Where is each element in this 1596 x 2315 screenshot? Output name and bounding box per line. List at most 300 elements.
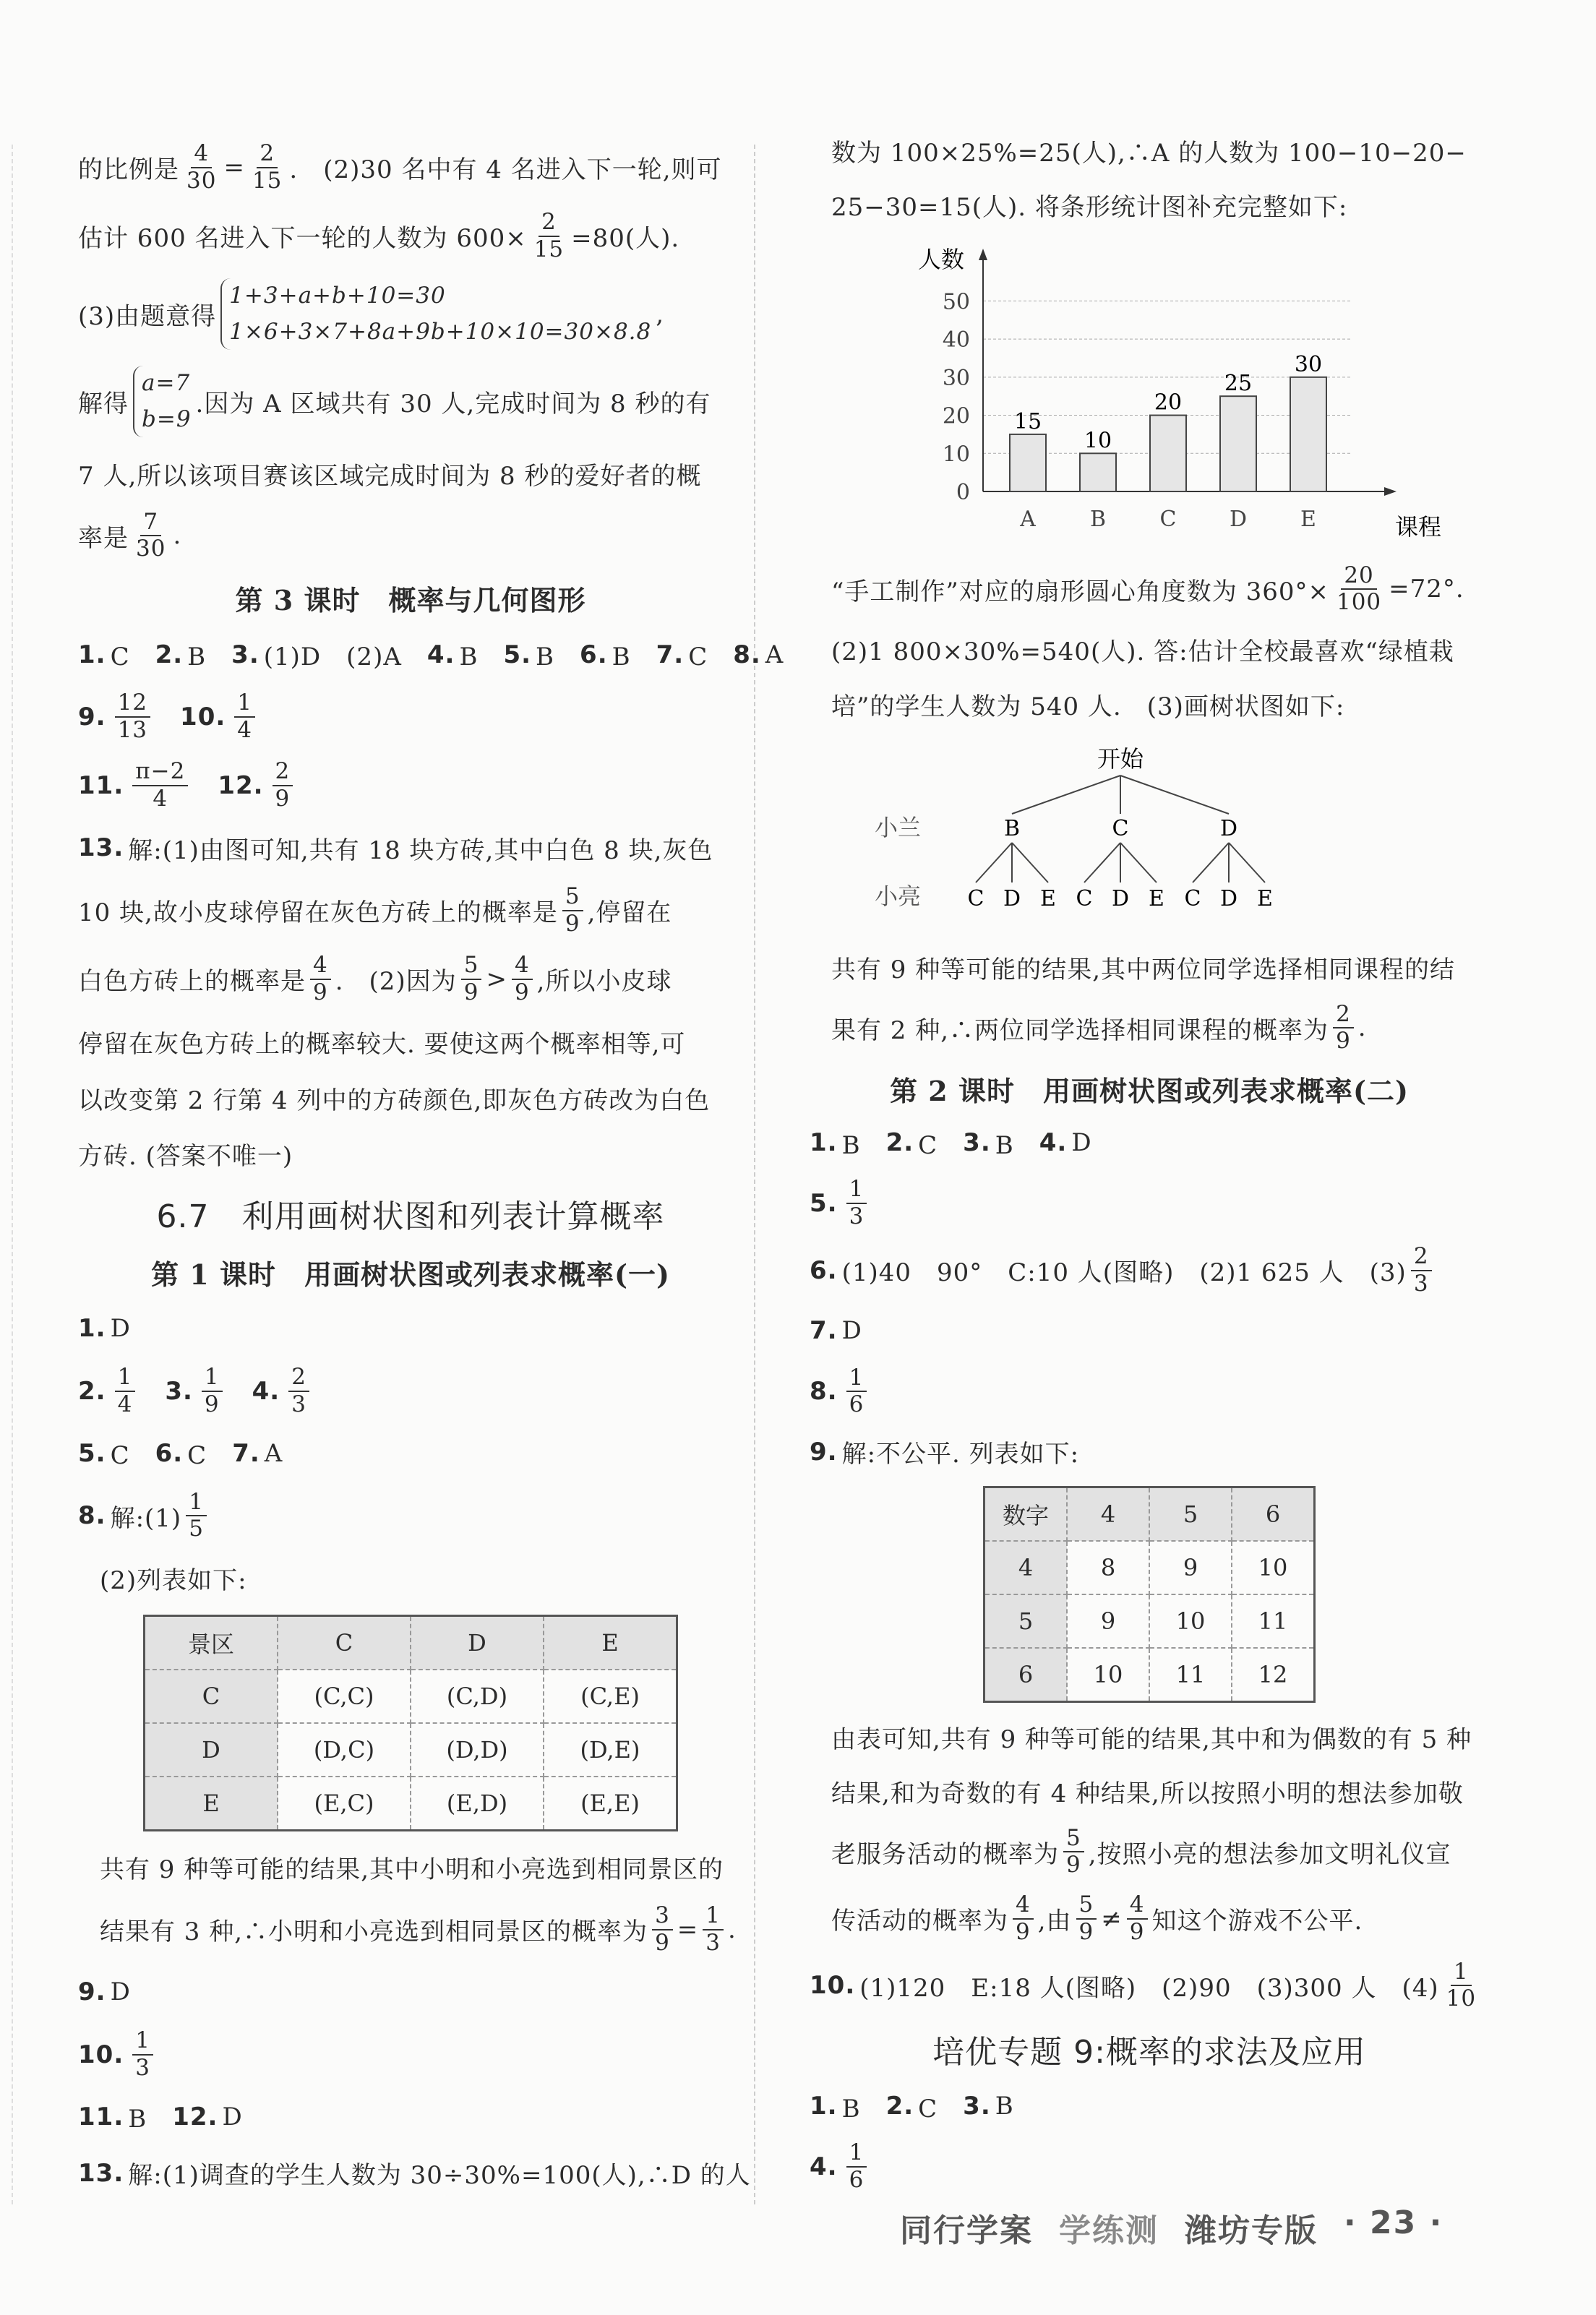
denominator: 9	[1129, 1918, 1145, 1945]
tree-node: C	[1112, 816, 1129, 842]
text-run: C	[110, 643, 155, 672]
text-line	[810, 947, 1489, 987]
text-run: 10 块,故小皮球停留在灰色方砖上的概率是	[78, 898, 558, 928]
denominator: 6	[849, 2167, 864, 2194]
numerator: 7	[140, 510, 161, 537]
numerator: 4	[310, 953, 331, 980]
text-run: D	[1071, 1128, 1092, 1158]
text-line	[78, 278, 743, 350]
numerator: 1	[846, 2140, 867, 2168]
fraction	[1127, 1892, 1148, 1945]
tree-branch	[1229, 843, 1265, 882]
text-run: 以改变第 2 行第 4 列中的方砖颜色,即灰色方砖改为白色	[78, 1086, 711, 1115]
denominator: 9	[514, 979, 530, 1005]
text-run: =	[223, 153, 245, 182]
numerator: 5	[1076, 1892, 1097, 1920]
chapter-heading: 6.7 利用画树状图和列表计算概率	[156, 1198, 665, 1235]
text-run: (2)列表如下:	[100, 1566, 247, 1596]
fraction	[1334, 563, 1384, 616]
text-line	[78, 1365, 743, 1417]
text-run: B	[841, 2094, 886, 2123]
fraction	[703, 1903, 724, 1956]
text-run: 知这个游戏不公平.	[1151, 1907, 1363, 1936]
tree-branch	[1120, 776, 1229, 814]
table-cell: C	[145, 1670, 278, 1723]
question-number: 12.	[172, 2102, 218, 2131]
text-run: B	[995, 1130, 1039, 1160]
numerator: 1	[115, 1365, 136, 1392]
numerator: 3	[652, 1903, 673, 1930]
tree-leaf: E	[1149, 886, 1164, 912]
fraction	[846, 1177, 867, 1229]
text-run: (1)40 90° C:10 人(图略) (2)1 625 人 (3)	[841, 1258, 1407, 1288]
text-line	[78, 366, 743, 437]
footer-edition: 潍坊专版	[1185, 2212, 1318, 2249]
page-number: · 23 ·	[1344, 2204, 1443, 2241]
table-cell: (D,D)	[411, 1723, 544, 1777]
text-line	[78, 2028, 743, 2081]
table-cell: 数字	[984, 1487, 1068, 1542]
question-number: 4.	[1039, 1128, 1068, 1158]
table-cell: 11	[1232, 1594, 1315, 1648]
fraction	[115, 690, 150, 743]
section-heading: 第 1 课时 用画树状图或列表求概率(一)	[151, 1258, 670, 1291]
numerator: 4	[1013, 1892, 1034, 1920]
answer-table	[143, 1615, 678, 1831]
level2-label: 小亮	[875, 882, 922, 911]
tree-leaf: E	[1257, 886, 1273, 912]
text-run: (3)由题意得	[78, 302, 217, 332]
text-run: 老服务活动的概率为	[831, 1839, 1059, 1869]
table-cell: 4	[1067, 1487, 1149, 1542]
table-row	[984, 1648, 1315, 1702]
fraction	[531, 210, 567, 262]
y-tick-label: 20	[942, 403, 970, 429]
question-number: 1.	[810, 2092, 838, 2121]
question-number: 3.	[231, 640, 259, 669]
text-run: ,	[656, 299, 665, 329]
tree-leaf: C	[967, 886, 984, 912]
numerator: 4	[191, 141, 212, 168]
question-number: 7.	[656, 640, 685, 669]
footer-series: 学练测	[1059, 2212, 1159, 2249]
denominator: 4	[153, 786, 168, 812]
page-footer	[900, 2204, 1443, 2251]
fraction	[846, 2140, 867, 2193]
numerator: 20	[1341, 563, 1376, 590]
tree-leaf: D	[1003, 886, 1021, 912]
text-run: . (2)30 名中有 4 名进入下一轮,则可	[289, 155, 722, 185]
fraction	[186, 1490, 207, 1542]
text-line	[78, 1021, 743, 1062]
x-tick-label: E	[1300, 507, 1316, 533]
text-run: 停留在灰色方砖上的概率较大. 要使这两个概率相等,可	[78, 1029, 686, 1059]
y-axis-arrow	[979, 249, 987, 260]
table-cell: 5	[984, 1594, 1068, 1648]
table-cell: E	[145, 1777, 278, 1831]
text-run: 结果有 3 种,∴小明和小亮选到相同景区的概率为	[100, 1917, 648, 1947]
denominator: 15	[533, 236, 565, 262]
denominator: 30	[186, 167, 217, 194]
table-cell: 4	[984, 1541, 1068, 1594]
question-number: 5.	[810, 1189, 838, 1219]
question-number: 1.	[78, 1314, 106, 1344]
numerator: 1	[234, 690, 255, 718]
text-line	[810, 2140, 1489, 2193]
tree-diagram	[810, 738, 1359, 933]
table-cell: C	[278, 1615, 411, 1670]
right-column	[810, 130, 1489, 2194]
question-number: 5.	[78, 1438, 106, 1468]
x-axis-label: 课程	[1395, 513, 1442, 541]
text-run: =	[677, 1915, 699, 1944]
denominator: 6	[849, 1391, 864, 1418]
text-line	[78, 141, 743, 194]
bar-B	[1080, 454, 1116, 492]
section-heading: 第 3 课时 概率与几何图形	[235, 584, 586, 617]
text-line	[810, 563, 1489, 616]
text-line	[78, 759, 743, 812]
numerator: 5	[461, 953, 482, 980]
denominator: 9	[1078, 1918, 1094, 1945]
left-column	[78, 140, 784, 2194]
bar-chart	[875, 239, 1442, 542]
text-line	[78, 1558, 743, 1599]
text-line	[78, 510, 743, 562]
denominator: 3	[291, 1391, 306, 1417]
question-number: 7.	[810, 1316, 838, 1346]
x-tick-label: C	[1159, 507, 1177, 533]
text-run: C	[110, 1441, 155, 1471]
y-tick-label: 30	[942, 366, 970, 392]
text-run: 结果,和为奇数的有 4 种结果,所以按照小明的想法参加敬	[831, 1779, 1464, 1808]
tree-branch	[976, 843, 1012, 882]
text-run: 估计 600 名进入下一轮的人数为 600×	[78, 224, 527, 254]
denominator: 9	[565, 910, 580, 937]
table-cell: D	[411, 1615, 544, 1670]
numerator: 2	[1333, 1002, 1354, 1029]
numerator: 2	[273, 759, 293, 786]
text-line	[810, 2086, 1489, 2126]
text-run: .因为 A 区域共有 30 人,完成时间为 8 秒的有	[195, 390, 711, 419]
question-number: 5.	[503, 640, 532, 669]
tree-branch	[1012, 843, 1048, 882]
y-tick-label: 50	[942, 289, 970, 315]
question-number: 4.	[810, 2152, 838, 2182]
denominator: 9	[1336, 1028, 1351, 1055]
table-row	[145, 1777, 677, 1831]
text-line	[810, 630, 1489, 670]
text-run	[155, 699, 180, 734]
text-line	[810, 1826, 1489, 1878]
equation: b=9	[142, 405, 192, 432]
table-cell: D	[145, 1723, 278, 1777]
fraction	[234, 690, 255, 743]
denominator: 3	[135, 2054, 150, 2081]
fraction	[1063, 1826, 1084, 1878]
x-tick-label: A	[1020, 507, 1036, 533]
fraction	[310, 953, 331, 1005]
question-number: 2.	[78, 1376, 106, 1406]
denominator: 4	[237, 716, 252, 743]
denominator: 15	[252, 167, 283, 194]
denominator: 9	[275, 786, 291, 812]
table-cell: (E,C)	[278, 1777, 411, 1831]
question-number: 12.	[218, 771, 264, 801]
text-run: 解:不公平. 列表如下:	[841, 1440, 1080, 1469]
table-cell: 6	[1232, 1487, 1315, 1542]
text-line	[78, 953, 743, 1005]
tree-leaf: D	[1111, 886, 1130, 912]
bar-D	[1220, 397, 1256, 492]
text-run: D	[841, 1316, 862, 1346]
text-line	[78, 1490, 743, 1542]
text-run	[227, 1373, 252, 1409]
question-number: 8.	[78, 1501, 106, 1531]
question-number: 4.	[426, 640, 455, 669]
text-line	[810, 1002, 1489, 1055]
x-axis-arrow	[1384, 487, 1396, 496]
fraction	[1076, 1892, 1097, 1945]
question-number: 6.	[580, 640, 608, 669]
denominator: 9	[463, 979, 479, 1005]
question-number: 9.	[78, 1977, 106, 2007]
fraction	[562, 884, 583, 937]
text-run: 率是	[78, 523, 129, 553]
text-run: C	[918, 2094, 964, 2123]
denominator: 13	[117, 716, 148, 743]
question-number: 3.	[963, 2092, 991, 2121]
tree-root: 开始	[1097, 745, 1144, 773]
bar-value-label: 15	[1013, 409, 1042, 435]
table-row	[984, 1594, 1315, 1648]
margin-line	[12, 145, 13, 2204]
numerator: π−2	[132, 759, 188, 786]
text-run: A	[264, 1438, 283, 1468]
tree-leaf: E	[1040, 886, 1056, 912]
table-cell: 8	[1067, 1541, 1149, 1594]
text-run: B	[612, 643, 656, 672]
numerator: 1	[703, 1903, 724, 1930]
numerator: 12	[115, 690, 150, 718]
fraction	[273, 759, 293, 812]
fraction	[846, 1365, 867, 1418]
denominator: 9	[1066, 1852, 1081, 1878]
equation: 1×6+3×7+8a+9b+10×10=30×8.8	[229, 318, 652, 345]
bar-value-label: 10	[1084, 428, 1112, 454]
numerator: 5	[562, 884, 583, 911]
bar-A	[1010, 434, 1046, 491]
denominator: 3	[705, 1929, 721, 1956]
y-axis-label: 人数	[918, 246, 965, 274]
table-row	[984, 1541, 1315, 1594]
tree-branch	[1193, 843, 1229, 882]
text-run: .	[173, 521, 182, 551]
text-run: D	[110, 1314, 131, 1344]
question-number: 13.	[78, 2158, 124, 2188]
question-number: 6.	[810, 1255, 838, 1285]
text-run: B	[841, 1130, 886, 1160]
question-number: 1.	[810, 1128, 838, 1158]
question-number: 10.	[810, 1971, 856, 2001]
text-line	[78, 2097, 743, 2137]
equation-system	[220, 278, 651, 350]
text-run: ,停留在	[587, 898, 672, 928]
table-cell: 6	[984, 1648, 1068, 1702]
question-number: 11.	[78, 771, 124, 801]
answer-table	[983, 1486, 1316, 1703]
text-run: 数为 100×25%=25(人),∴A 的人数为 100−10−20−	[831, 138, 1467, 168]
tree-node: D	[1219, 816, 1238, 842]
table-row	[145, 1723, 677, 1777]
question-number: 10.	[180, 702, 226, 731]
text-run: 共有 9 种等可能的结果,其中小明和小亮选到相同景区的	[100, 1855, 724, 1884]
fraction	[288, 1365, 309, 1417]
table-cell: (C,C)	[278, 1670, 411, 1723]
question-number: 9.	[78, 702, 106, 731]
table-cell: 9	[1149, 1541, 1232, 1594]
x-tick-label: B	[1089, 507, 1107, 533]
text-line	[810, 1365, 1489, 1418]
bar-C	[1150, 416, 1186, 491]
numerator: 4	[512, 953, 533, 980]
bar-value-label: 30	[1294, 352, 1323, 378]
denominator: 3	[849, 1203, 864, 1230]
text-line	[78, 690, 743, 743]
text-line	[810, 130, 1489, 171]
table-cell: (C,D)	[411, 1670, 544, 1723]
denominator: 9	[313, 979, 328, 1005]
numerator: 1	[186, 1490, 207, 1517]
question-number: 2.	[885, 1128, 914, 1158]
fraction	[461, 953, 482, 1005]
numerator: 2	[1411, 1244, 1432, 1271]
text-run: =80(人).	[571, 224, 680, 254]
text-line	[78, 210, 743, 262]
numerator: 4	[1127, 1892, 1148, 1920]
text-line	[78, 1903, 743, 1956]
denominator: 9	[655, 1929, 670, 1956]
text-line	[810, 1310, 1489, 1351]
denominator: 9	[1016, 1918, 1031, 1945]
text-run: (2)1 800×30%=540(人). 答:估计全校最喜欢“绿植栽	[831, 637, 1454, 667]
text-line	[78, 1847, 743, 1887]
table-cell: E	[544, 1615, 677, 1670]
fraction	[1411, 1244, 1432, 1297]
text-run: 果有 2 种,∴两位同学选择相同课程的概率为	[831, 1015, 1329, 1045]
numerator: 2	[257, 141, 278, 168]
denominator: 30	[136, 536, 166, 562]
numerator: 1	[132, 2028, 153, 2056]
text-run: 传活动的概率为	[831, 1907, 1008, 1936]
table-cell: (D,E)	[544, 1723, 677, 1777]
fraction	[249, 141, 285, 194]
text-run: 共有 9 种等可能的结果,其中两位同学选择相同课程的结	[831, 955, 1456, 984]
table-cell: (E,E)	[544, 1777, 677, 1831]
question-number: 8.	[810, 1377, 838, 1406]
table-cell: 景区	[145, 1615, 278, 1670]
fraction	[184, 141, 219, 194]
text-line	[78, 1078, 743, 1118]
fraction	[1333, 1002, 1354, 1055]
tree-leaf: C	[1076, 886, 1093, 912]
tree-leaf: D	[1219, 886, 1238, 912]
question-number: 1.	[78, 640, 106, 669]
text-run: .	[1357, 1013, 1367, 1043]
bar-chart-wrap	[810, 239, 1489, 549]
table-cell: 5	[1149, 1487, 1232, 1542]
tree-branch	[1120, 843, 1157, 882]
y-tick-label: 10	[942, 442, 970, 468]
text-run: 培”的学生人数为 540 人. (3)画树状图如下:	[831, 692, 1345, 721]
text-run: B	[187, 643, 232, 672]
text-run: =72°.	[1389, 575, 1464, 604]
fraction	[202, 1365, 223, 1417]
text-run: ,所以小皮球	[536, 967, 672, 997]
text-run: 由表可知,共有 9 种等可能的结果,其中和为偶数的有 5 种	[831, 1725, 1472, 1754]
text-line	[810, 1771, 1489, 1812]
table-cell: (D,C)	[278, 1723, 411, 1777]
question-number: 4.	[252, 1376, 280, 1406]
text-run: A	[765, 640, 784, 669]
question-number: 8.	[733, 640, 761, 669]
question-number: 11.	[78, 2102, 124, 2131]
column-divider	[754, 145, 755, 2204]
text-run: 解:(1)由图可知,共有 18 块方砖,其中白色 8 块,灰色	[128, 836, 713, 865]
table-row	[984, 1487, 1315, 1542]
text-run: . (2)因为	[335, 967, 457, 997]
question-number: 9.	[810, 1437, 838, 1466]
text-run: 解:(1)	[110, 1503, 182, 1533]
text-run: (1)D (2)A	[263, 643, 427, 672]
fraction	[652, 1903, 673, 1956]
text-line	[78, 2153, 751, 2194]
text-run: ,由	[1037, 1907, 1072, 1936]
text-run: B	[459, 643, 504, 672]
numerator: 1	[846, 1365, 867, 1393]
text-run: 解得	[78, 390, 129, 419]
text-line	[78, 1433, 743, 1474]
bar-E	[1290, 377, 1326, 491]
text-line	[78, 1972, 743, 2012]
question-number: 6.	[155, 1438, 184, 1468]
bar-value-label: 20	[1154, 390, 1183, 416]
question-number: 7.	[232, 1438, 260, 1468]
denominator: 10	[1446, 1985, 1477, 2012]
footer-brand: 同行学案	[900, 2212, 1033, 2249]
text-run: D	[110, 1977, 131, 2007]
denominator: 5	[189, 1516, 204, 1542]
question-number: 3.	[165, 1376, 193, 1406]
text-run: (1)120 E:18 人(图略) (2)90 (3)300 人 (4)	[859, 1973, 1439, 2003]
bar-value-label: 25	[1224, 371, 1253, 397]
tree-branch	[1012, 776, 1120, 814]
question-number: 2.	[155, 640, 184, 669]
text-line	[810, 1892, 1489, 1945]
question-number: 13.	[78, 833, 124, 863]
text-run: C	[918, 1130, 964, 1160]
text-run: D	[222, 2102, 243, 2131]
fraction	[132, 759, 188, 812]
numerator: 2	[539, 210, 559, 237]
text-run: B	[995, 2092, 1014, 2121]
text-line	[78, 635, 784, 675]
fraction	[1013, 1892, 1034, 1945]
table-row	[145, 1670, 677, 1723]
text-line	[810, 1959, 1489, 2012]
numerator: 1	[1451, 1959, 1472, 1987]
question-number: 2.	[885, 2092, 914, 2121]
